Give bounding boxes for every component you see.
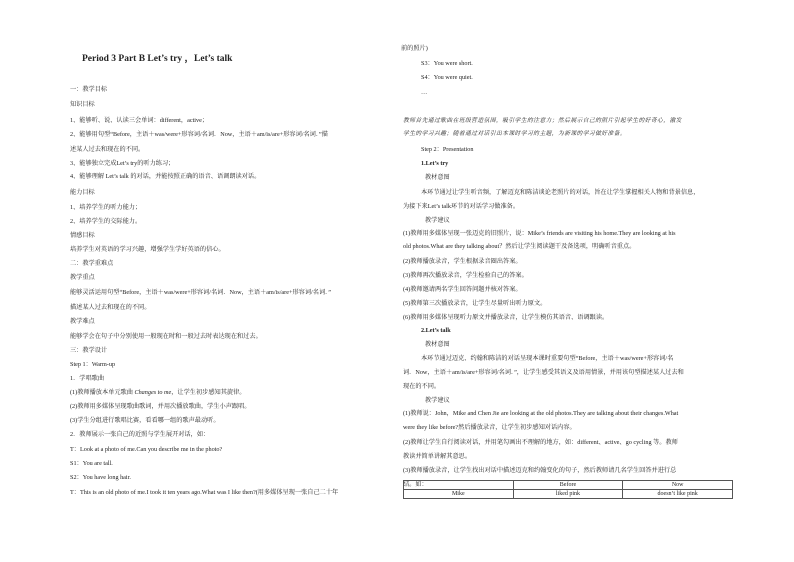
left-text-line: T：This is an old photo of me.I took it ten years ago.What was I like then?(用多媒体呈现一张自己二十年 [70,489,339,496]
left-text-line: 情感目标 [70,232,95,239]
right-text-line: 教材意图 [425,174,450,181]
comparison-table [403,480,733,499]
left-text-line: 一：教学目标 [70,86,108,93]
right-text-line: 前的照片) [401,45,428,52]
table-header-row [404,481,733,490]
left-text-line: 1、培养学生的听力能力； [70,204,142,211]
left-text-line: 4、能够理解 Let’s talk 的对话，并能按照正确的语音、语调朗读对话。 [70,173,261,180]
left-text-line: Step 1：Warm-up [70,361,116,368]
right-text-line: 本环节通过让学生听音频，了解迈克和陈洁谈论老照片的对话，旨在让学生掌握相关人物和背景信息， [421,189,700,196]
table-header-cell: Now [623,481,733,490]
right-text-line: S4：You were quiet. [421,74,473,81]
left-text-line: S1：You are tall. [70,460,113,467]
right-text-line: 教学建议 [425,217,450,224]
right-text-line: 学生的学习兴趣；随着通过对话引出本课时学习的主题，为新课的学习做好准备。 [403,131,627,137]
left-text-line: 培养学生对英语的学习兴趣，增强学生学好英语的信心。 [70,246,225,253]
table-cell: doesn’t like pink [623,490,733,499]
right-text-line: 1.Let’s try [421,160,449,167]
table-header-cell [404,481,514,490]
left-text-line: 描述某人过去和现在的不同。 [70,304,151,311]
right-text-line: old photos.What are they talking about？然后让学生阅读题干及备选项，明确听音重点。 [403,243,636,250]
document-title: Period 3 Part B Let’s try ，Let’s talk [82,54,233,64]
left-text-line: 3、能够独立完成Let’s try的听力练习； [70,160,175,167]
right-text-line: 结。如： [403,481,428,488]
left-text-line: (3)学生分组进行歌唱比赛，看看哪一组的歌声最动听。 [70,417,220,424]
table-row [404,490,733,499]
right-text-line: (1)教师说：John，Mike and Chen Jie are looking at the old photos.They are talking about their changes.What [403,410,679,417]
table-header-cell: Before [513,481,623,490]
left-text-line: 能力目标 [70,189,95,196]
left-text-line: 1．学唱歌曲 [70,375,105,382]
table-cell: liked pink [513,490,623,499]
right-text-line: 为接下来Let’s talk环节的对话学习做准备。 [403,203,520,210]
left-text-line: 知识目标 [70,101,95,108]
left-text-line: 述某人过去和现在的不同。 [70,146,145,153]
right-text-line: (3)教师再次播放录音，学生检验自己的答案。 [403,272,528,279]
left-text-line: T：Look at a photo of me.Can you describe me in the photo? [70,446,223,453]
right-text-line: … [421,89,428,96]
left-text-line: 三：教学设计 [70,347,108,354]
right-text-line: (5)教师第三次播放录音，让学生尽量听出听力原文。 [403,300,547,307]
left-text-line: 教学难点 [70,318,95,325]
right-text-line: (6)教师用多媒体呈现听力原文并播放录音，让学生模仿其语音、语调跟读。 [403,314,609,321]
left-text-line: 1、能够听、说、认读三会单词：different，active； [70,117,209,124]
right-text-line: 2.Let’s talk [421,327,451,334]
right-text-line: (1)教师用多媒体呈现一张迈克的旧照片，说：Mike’s friends are visiting his home.They are looking at his [403,230,676,237]
left-text-line: 能够学会在句子中分别使用一般现在时和一般过去时表达现在和过去。 [70,333,262,340]
right-text-line: (2)教师让学生自行阅读对话，并用笔勾画出不理解的地方，如：different、active、go cycling 等。教师 [403,439,678,446]
right-text-line: Step 2：Presentation [421,146,474,153]
left-text-line: 能够灵活运用句型“Before，主语＋was/were+形容词/名词．Now，主语＋am/is/are+形容词/名词．” [70,289,331,296]
right-text-line: 词．Now，主语＋am/is/are+形容词/名词．”，让学生感受其语义及语用情景，并用该句型描述某人过去和 [403,369,684,376]
left-text-line: 2．教师展示一张自己的近照与学生展开对话，如： [70,431,210,438]
right-text-line: (3)教师播放录音，让学生找出对话中描述迈克和约翰变化的句子，然后教师请几名学生回答并进行总 [403,467,677,474]
right-text-line: 本环节通过迈克、约翰和陈洁的对话呈现本课时重要句型“Before，主语＋was/were+形容词/名 [421,355,674,362]
right-text-line: S3：You were short. [421,60,473,67]
left-text-line: S2：You have long hair. [70,474,131,481]
right-text-line: 教师首先通过歌曲在班级营造氛围，吸引学生的注意力；然后展示自己的照片引起学生的好奇心，激发 [403,118,682,124]
left-text-line: (2)教师用多媒体呈现歌曲歌词，并用次播放歌曲，学生小声跟唱。 [70,403,251,410]
right-text-line: (4)教师邀请两名学生回答问题并核对答案。 [403,286,522,293]
song-title: Changes to me [134,389,172,396]
table-cell: Mike [404,490,514,499]
left-text-line: 二：教学重难点 [70,260,114,267]
right-text-line: (2)教师播放录音，学生根据录音圈出答案。 [403,258,522,265]
right-text-line: were they like before?然后播放录音，让学生初步感知对话内容。 [403,424,576,431]
right-text-line: 现在的不同。 [403,383,441,390]
left-text-line: 2、能够用句型“Before，主语＋was/were+形容词/名词．Now，主语＋am/is/are+形容词/名词．”描 [70,131,328,138]
left-text-line: 2、培养学生的交际能力。 [70,218,142,225]
left-text-line: (1)教师播放本单元歌曲 Changes to me，让学生初步感知其旋律。 [70,389,246,396]
right-text-line: 教读并简单讲解其意思。 [403,453,472,460]
right-text-line: 教学建议 [425,397,450,404]
left-text-line: 教学重点 [70,274,95,281]
right-text-line: 教材意图 [425,341,450,348]
